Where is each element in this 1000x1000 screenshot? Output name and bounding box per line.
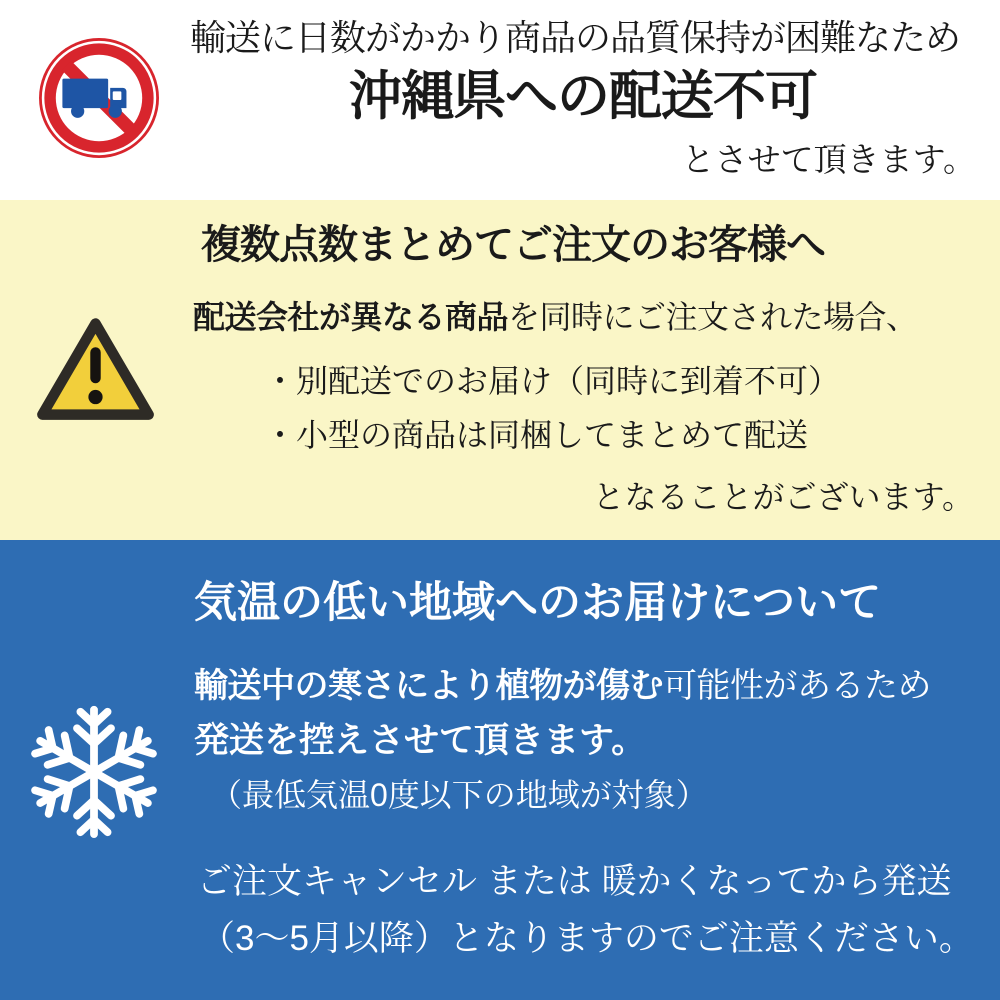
no-truck-sign-icon <box>38 37 160 159</box>
warning-triangle-icon <box>32 314 159 426</box>
cold-region-scope-note: （最低気温0度以下の地域が対象） <box>210 777 708 813</box>
okinawa-reason-text: 輸送に日数がかかり商品の品質保持が困難なため <box>190 17 961 58</box>
okinawa-heading: 沖縄県への配送不可 <box>349 67 817 126</box>
cold-region-section <box>0 540 1000 1000</box>
cold-region-action-text: 発送を控えさせて頂きます。 <box>194 721 647 760</box>
multi-order-heading: 複数点数まとめてご注文のお客様へ <box>201 223 825 267</box>
multi-order-closing-text: となることがございます。 <box>592 479 974 515</box>
multi-order-section <box>0 200 1000 540</box>
multi-order-paragraph <box>193 299 918 336</box>
bullet-separate-delivery: ・別配送でのお届け（同時に到着不可） <box>264 363 841 399</box>
bullet-small-items-bundled: ・小型の商品は同梱してまとめて配送 <box>264 417 809 453</box>
okinawa-section <box>0 0 1000 200</box>
cold-region-heading: 気温の低い地域へのお届けについて <box>194 579 882 627</box>
cold-region-reason-rest: 可能性があるため <box>663 667 931 705</box>
multi-order-paragraph-bold: 配送会社が異なる商品 <box>193 299 509 335</box>
cold-region-options-text: ご注文キャンセル または 暖かくなってから発送 <box>197 862 952 901</box>
multi-order-paragraph-rest: を同時にご注文された場合、 <box>508 299 918 335</box>
cold-region-reason <box>194 667 931 706</box>
cold-region-reason-bold: 輸送中の寒さにより植物が傷む <box>194 667 663 705</box>
okinawa-closing-text: とさせて頂きます。 <box>681 141 976 178</box>
cold-region-options-note: （3～5月以降）となりますのでご注意ください。 <box>200 919 974 958</box>
snowflake-icon <box>26 698 162 844</box>
